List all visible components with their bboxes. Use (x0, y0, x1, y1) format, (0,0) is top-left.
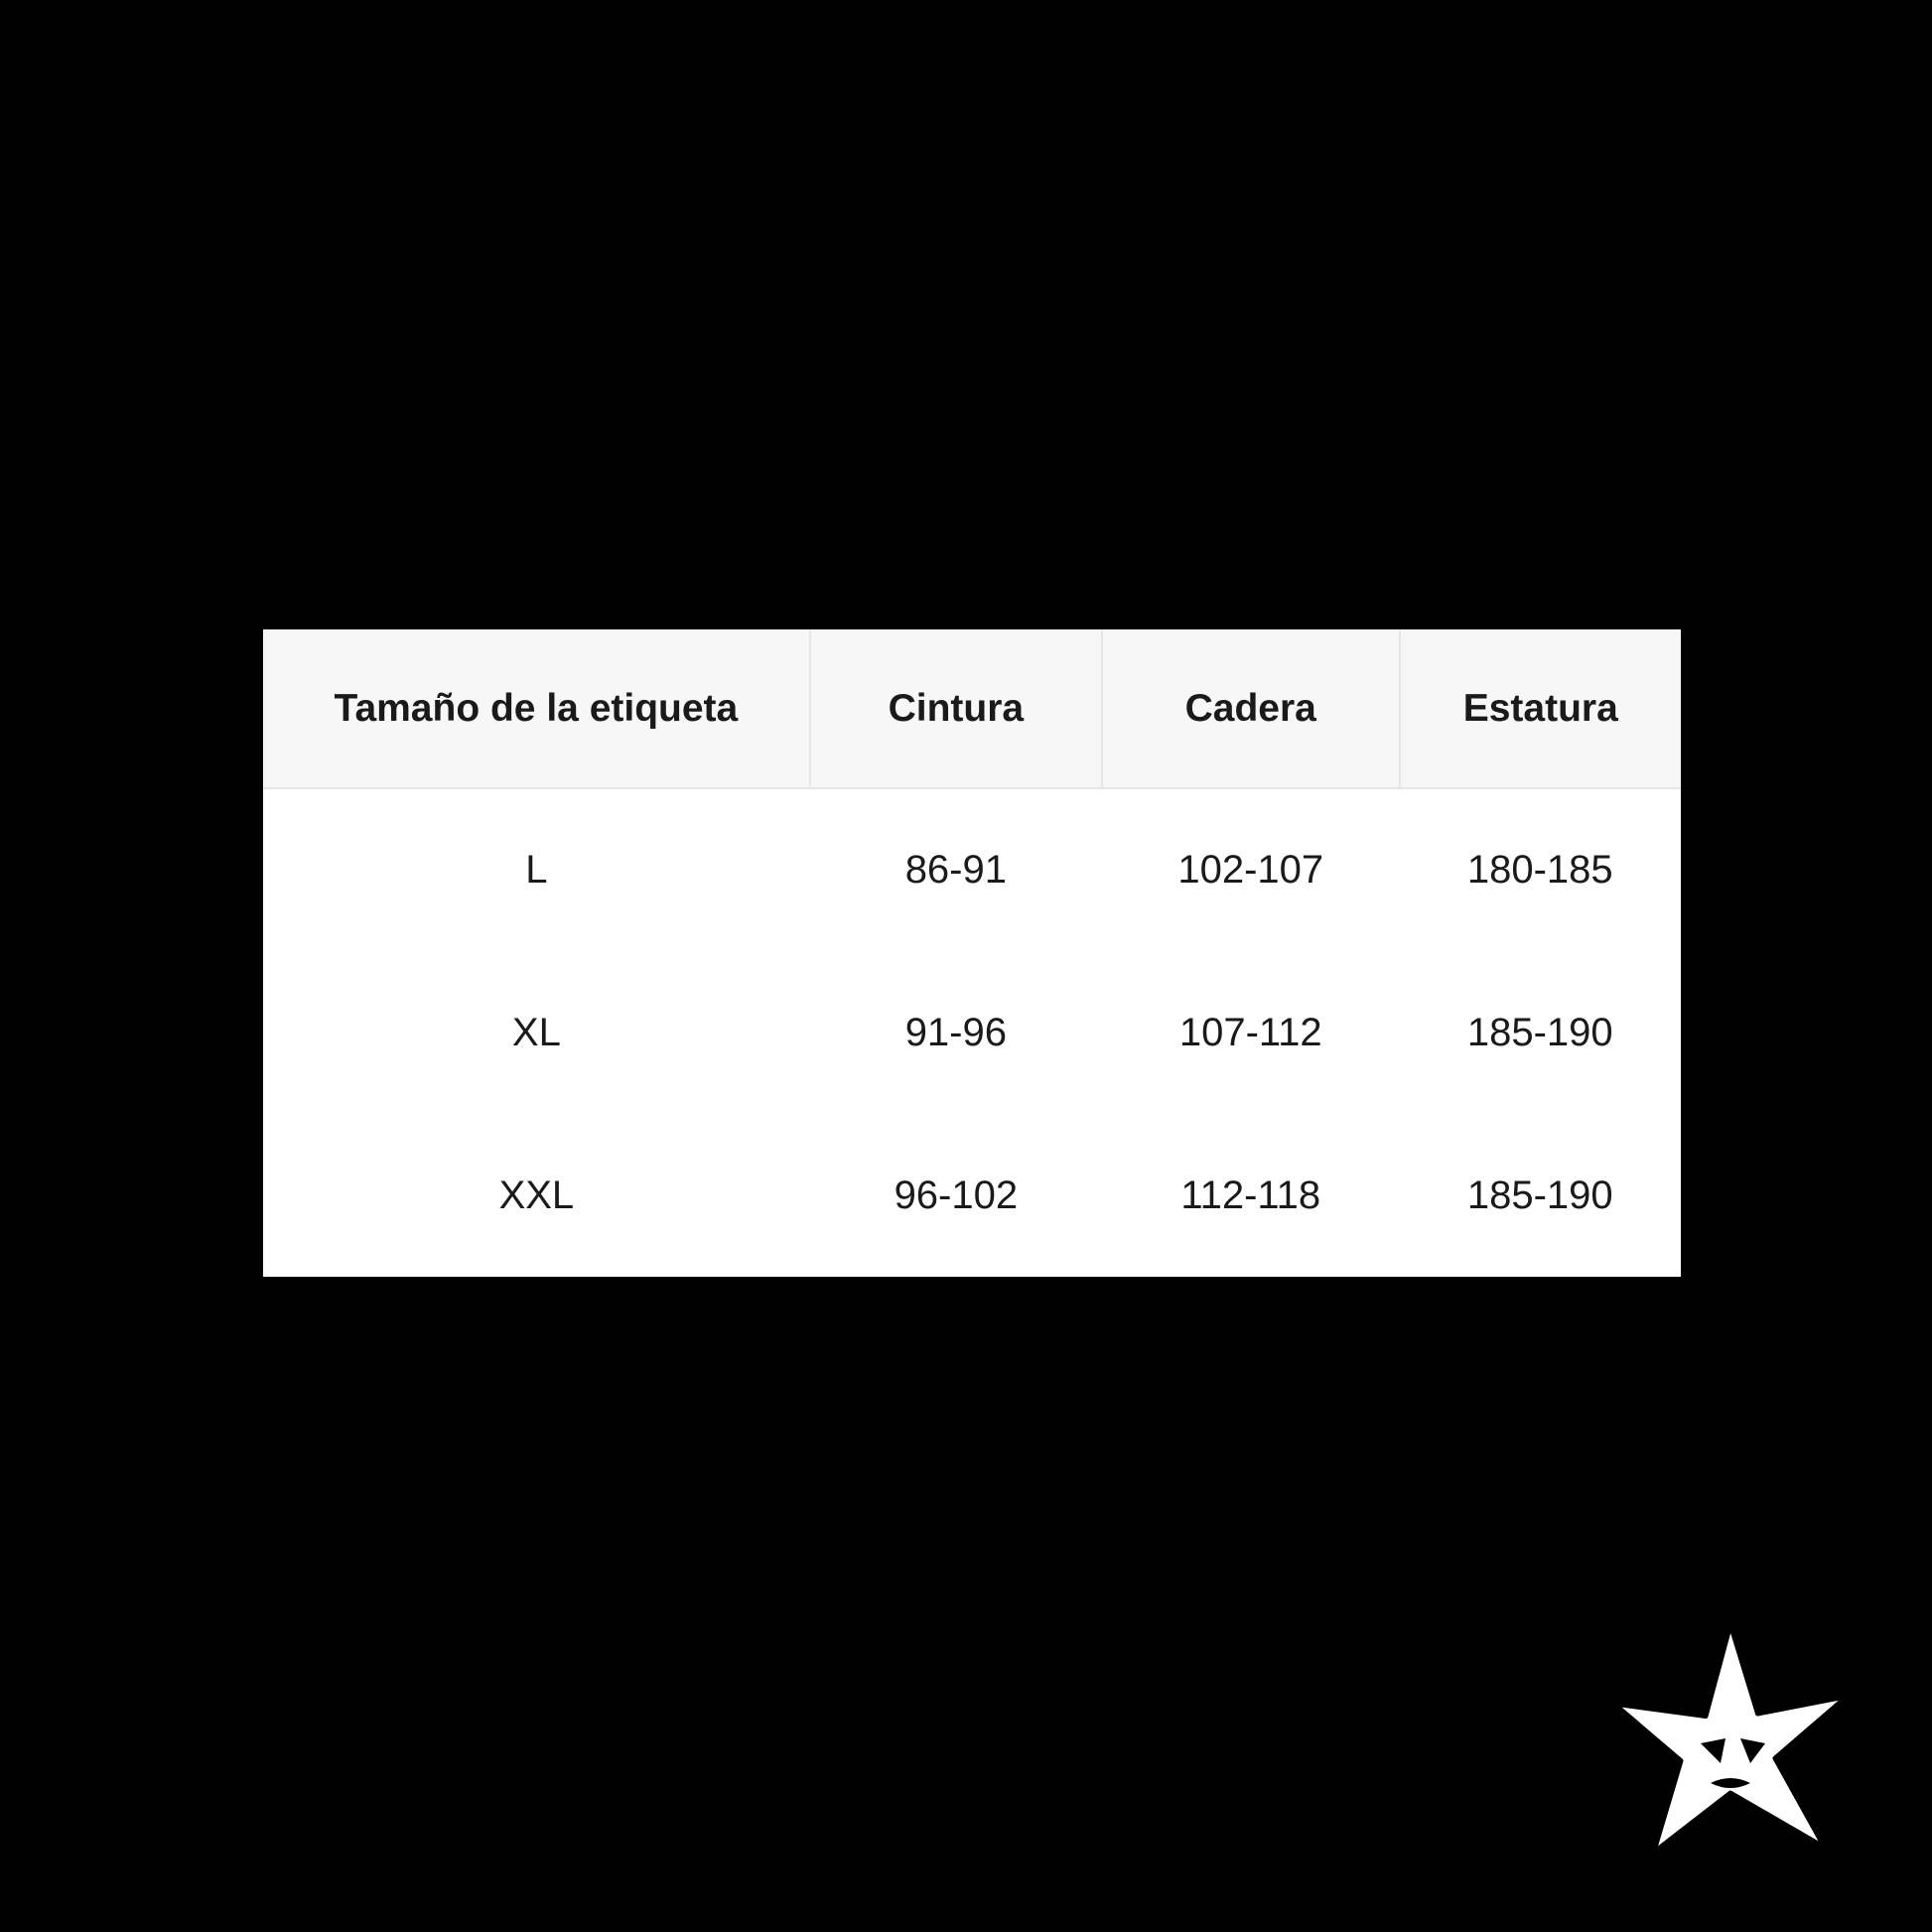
cell-waist: 86-91 (810, 788, 1102, 951)
column-header-waist: Cintura (810, 629, 1102, 788)
column-header-label-size: Tamaño de la etiqueta (263, 629, 810, 788)
cell-hip: 107-112 (1102, 951, 1400, 1114)
cell-waist: 91-96 (810, 951, 1102, 1114)
column-header-hip: Cadera (1102, 629, 1400, 788)
cell-height: 180-185 (1400, 788, 1681, 951)
cell-waist: 96-102 (810, 1114, 1102, 1277)
cell-height: 185-190 (1400, 951, 1681, 1114)
table-header (263, 629, 1681, 788)
cell-hip: 112-118 (1102, 1114, 1400, 1277)
cell-label-size: XL (263, 951, 810, 1114)
table-body (263, 788, 1681, 1277)
cell-label-size: XXL (263, 1114, 810, 1277)
size-chart-card (263, 629, 1681, 1277)
table-row (263, 788, 1681, 951)
star-logo-icon (1606, 1614, 1855, 1863)
column-header-height: Estatura (1400, 629, 1681, 788)
cell-height: 185-190 (1400, 1114, 1681, 1277)
size-chart-table (263, 629, 1681, 1277)
table-row (263, 1114, 1681, 1277)
table-header-row (263, 629, 1681, 788)
table-row (263, 951, 1681, 1114)
cell-label-size: L (263, 788, 810, 951)
cell-hip: 102-107 (1102, 788, 1400, 951)
